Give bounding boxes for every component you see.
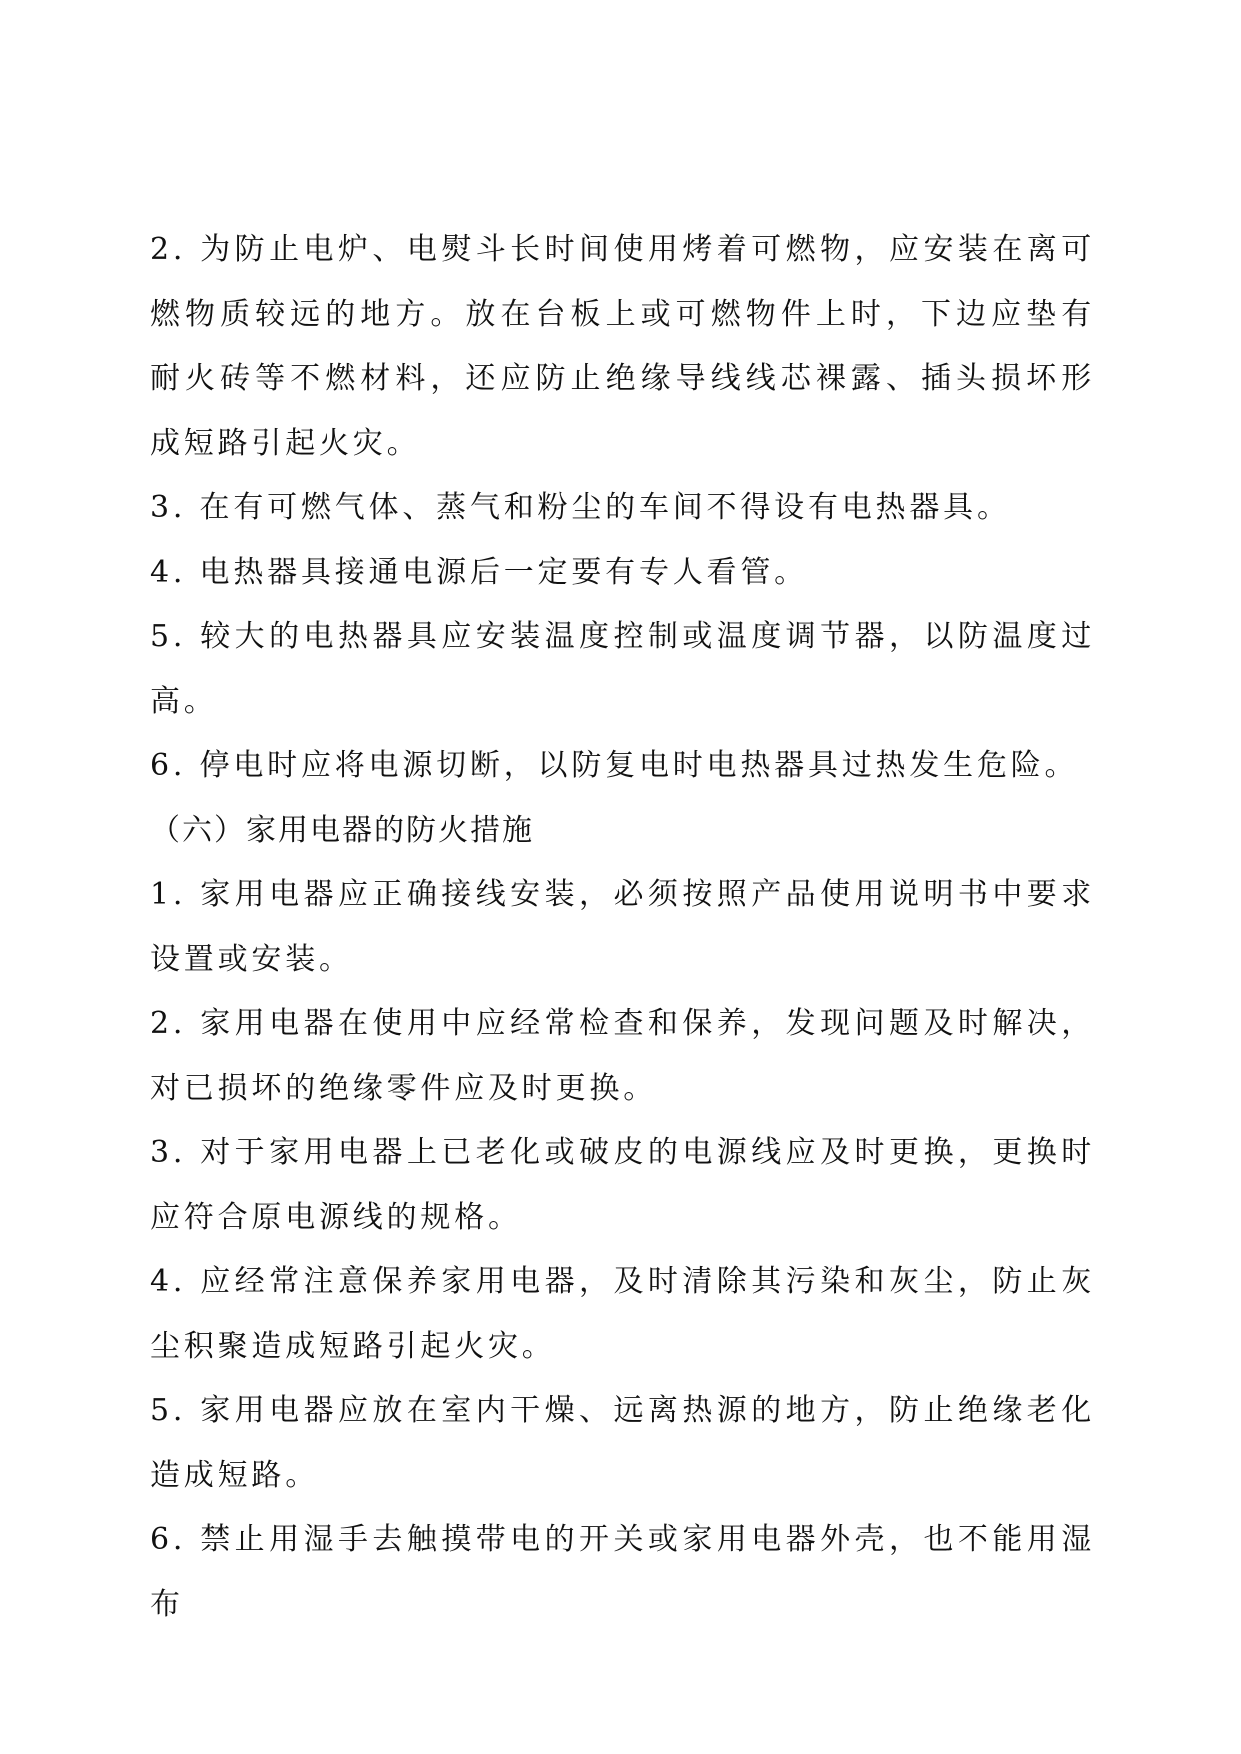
paragraph-item-6-power-cut: 6. 停电时应将电源切断，以防复电时电热器具过热发生危险。: [150, 748, 1079, 783]
paragraph-appliance-5-placement: 5. 家用电器应放在室内干燥、远离热源的地方，防止绝缘老化造成短路。: [150, 1393, 1095, 1493]
paragraph-appliance-6-wet-hands: 6. 禁止用湿手去触摸带电的开关或家用电器外壳，也不能用湿布: [150, 1522, 1095, 1622]
paragraph-appliance-1-installation: 1. 家用电器应正确接线安装，必须按照产品使用说明书中要求设置或安装。: [150, 877, 1095, 977]
paragraph-item-2-electric-stove: 2. 为防止电炉、电熨斗长时间使用烤着可燃物，应安装在离可燃物质较远的地方。放在台板上或可燃物件上时，下边应垫有耐火砖等不燃材料，还应防止绝缘导线线芯裸露、插头损坏形成短路引起火灾。: [150, 232, 1095, 461]
section-heading: （六）家用电器的防火措施: [150, 812, 534, 848]
paragraph-item-5-temperature-control: 5. 较大的电热器具应安装温度控制或温度调节器，以防温度过高。: [150, 619, 1095, 719]
paragraph-appliance-2-inspection: 2. 家用电器在使用中应经常检查和保养，发现问题及时解决，对已损坏的绝缘零件应及时更换。: [150, 1006, 1095, 1106]
paragraph-appliance-4-cleaning: 4. 应经常注意保养家用电器，及时清除其污染和灰尘，防止灰尘积聚造成短路引起火灾。: [150, 1264, 1095, 1364]
paragraph-appliance-3-power-cord: 3. 对于家用电器上已老化或破皮的电源线应及时更换，更换时应符合原电源线的规格。: [150, 1135, 1095, 1235]
paragraph-item-4-supervision: 4. 电热器具接通电源后一定要有专人看管。: [150, 554, 808, 590]
body-text: [150, 218, 1095, 1637]
paragraph-item-3-flammable-gas: 3. 在有可燃气体、蒸气和粉尘的车间不得设有电热器具。: [150, 490, 1011, 525]
